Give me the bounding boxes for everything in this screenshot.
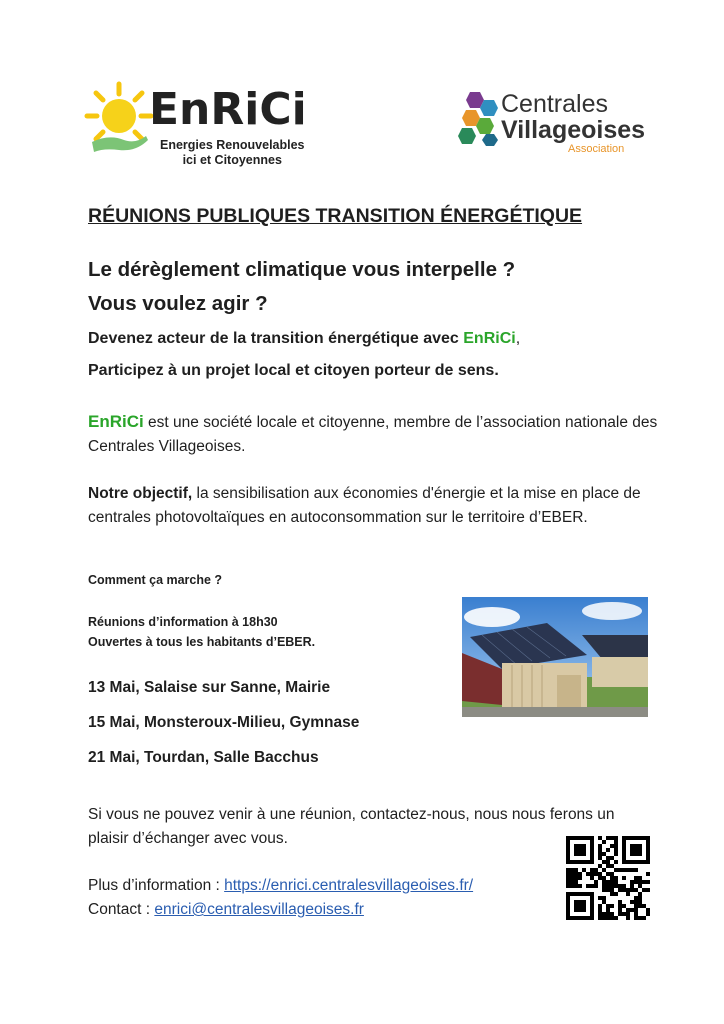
contact-email-link[interactable]: enrici@centralesvillageoises.fr — [154, 901, 364, 918]
call1-text: Devenez acteur de la transition énergétique avec — [88, 330, 464, 347]
enrici-logo-line1: Energies Renouvelables — [160, 138, 305, 152]
meeting-date-2: 15 Mai, Monsteroux-Milieu, Gymnase — [88, 714, 360, 731]
objective-paragraph — [88, 482, 668, 530]
solar-roof-photo — [462, 597, 648, 717]
meeting-date-1: 13 Mai, Salaise sur Sanne, Mairie — [88, 679, 331, 696]
sun-hand-icon — [84, 80, 154, 160]
enrici-logo-line2: ici et Citoyennes — [182, 153, 282, 167]
enrici-logo — [84, 80, 334, 170]
call-to-action-1 — [88, 330, 520, 348]
enrici-logo-word: EnRiCi — [149, 84, 307, 135]
contact-label: Contact : — [88, 901, 155, 918]
contact-note: Si vous ne pouvez venir à une réunion, contactez-nous, nous nous ferons un plaisir d’échanger avec vous. — [88, 806, 615, 847]
centrales-villageoises-logo — [456, 88, 656, 163]
question-act: Vous voulez agir ? — [88, 292, 268, 315]
question-climate: Le dérèglement climatique vous interpelle ? — [88, 258, 516, 281]
call-to-action-2: Participez à un projet local et citoyen porteur de sens. — [88, 362, 499, 379]
cv-logo-line1: Centrales — [501, 90, 608, 118]
how-it-works: Comment ça marche ? — [88, 573, 223, 587]
objective-text: la sensibilisation aux économies d'énergie et la mise en place de centrales photovoltaïques en autoconsommation sur le territoire d’EBER. — [88, 485, 641, 526]
enrici-logo-subtitle — [160, 138, 305, 168]
call1-brand: EnRiCi — [463, 330, 516, 347]
contact-line — [88, 898, 558, 922]
cv-logo-line2: Villageoises — [501, 116, 646, 144]
about-text: est une société locale et citoyenne, membre de l’association nationale des Centrales Villageoises. — [88, 414, 658, 455]
hexagon-cluster-icon — [456, 90, 502, 146]
page-heading: RÉUNIONS PUBLIQUES TRANSITION ÉNERGÉTIQUE — [88, 205, 583, 227]
info-label: Plus d’information : — [88, 877, 225, 894]
info-link[interactable]: https://enrici.centralesvillageoises.fr/ — [224, 877, 474, 894]
about-brand: EnRiCi — [88, 412, 144, 431]
objective-label: Notre objectif, — [88, 485, 193, 502]
meeting-audience: Ouvertes à tous les habitants d’EBER. — [88, 635, 316, 649]
call1-suffix: , — [515, 330, 521, 347]
about-paragraph — [88, 410, 668, 459]
cv-logo-line3: Association — [568, 143, 625, 155]
meeting-date-3: 21 Mai, Tourdan, Salle Bacchus — [88, 749, 319, 766]
info-line — [88, 874, 558, 898]
meeting-time: Réunions d’information à 18h30 — [88, 615, 278, 629]
qr-code-icon — [566, 836, 650, 920]
